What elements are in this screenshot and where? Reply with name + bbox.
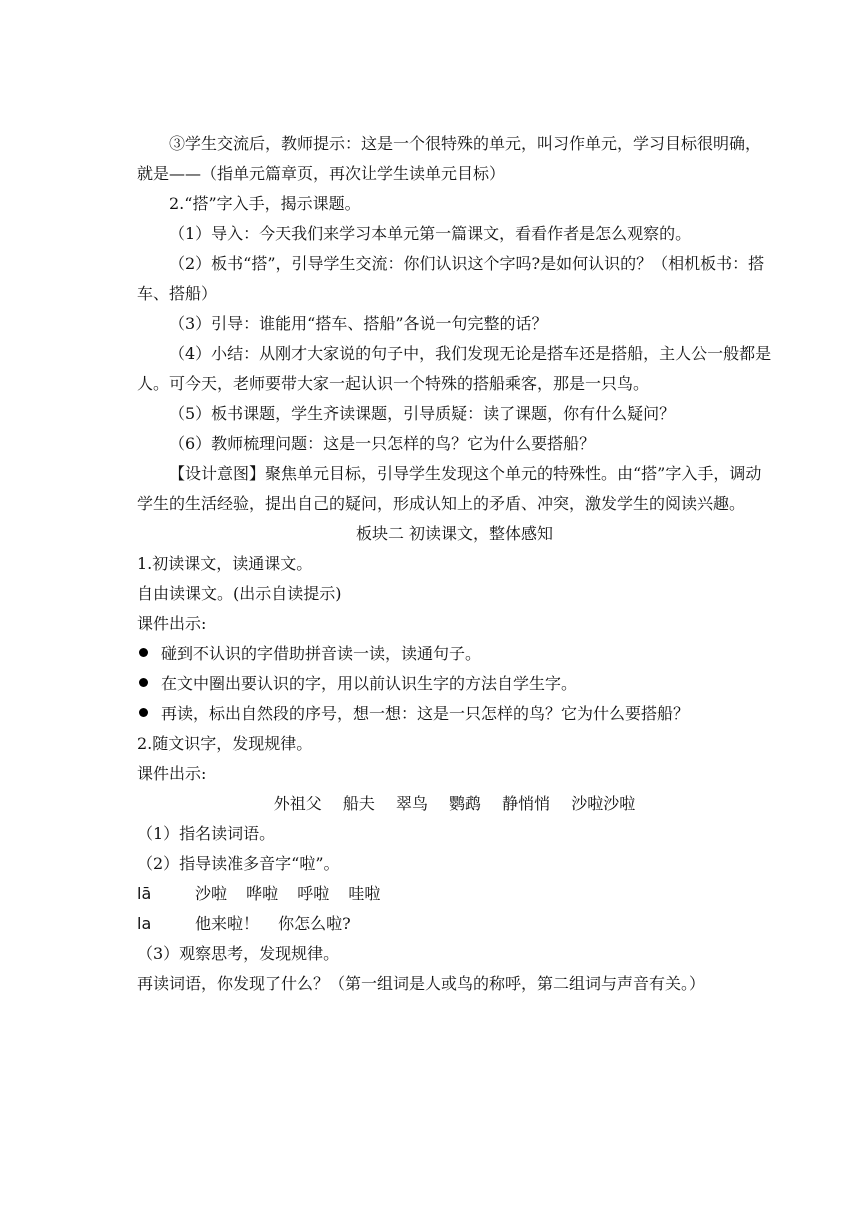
example-word: 哗啦	[246, 884, 279, 903]
bullet-item	[137, 639, 772, 669]
paragraph-summary: （4）小结：从刚才大家说的句子中，我们发现无论是搭车还是搭船，主人公一般都是人。可今天，老师要带大家一起认识一个特殊的搭船乘客，那是一只鸟。	[137, 344, 772, 393]
pronunciation-row-la1	[137, 879, 772, 909]
document-body	[137, 129, 772, 999]
paragraph-polyphone: （2）指导读准多音字“啦”。	[137, 854, 340, 873]
section-title: 板块二 初读课文，整体感知	[355, 524, 554, 543]
heading-step-2: 2.“搭”字入手，揭示课题。	[169, 194, 361, 213]
bullet-text: 碰到不认识的字借助拼音读一读，读通句子。	[161, 644, 482, 663]
example-word: 呼啦	[297, 884, 330, 903]
bullet-item	[137, 699, 772, 729]
pronunciation-words	[195, 909, 365, 939]
paragraph-sort-questions: （6）教师梳理问题：这是一只怎样的鸟？它为什么要搭船？	[169, 434, 596, 453]
vocab-word: 翠鸟	[395, 794, 428, 813]
vocabulary-list	[137, 789, 772, 819]
example-word: 沙啦	[195, 884, 228, 903]
pinyin-label: la	[137, 914, 152, 933]
bullet-icon	[137, 639, 161, 669]
example-word: 哇啦	[348, 884, 381, 903]
pronunciation-row-la0	[137, 909, 772, 939]
vocab-word: 鹦鹉	[449, 794, 482, 813]
paragraph-title-question: （5）板书课题，学生齐读课题，引导质疑：读了课题，你有什么疑问？	[169, 404, 676, 423]
paragraph-design-intent: 【设计意图】聚焦单元目标，引导学生发现这个单元的特殊性。由“搭”字入手，调动学生的生活经验，提出自己的疑问，形成认知上的矛盾、冲突，激发学生的阅读兴趣。	[137, 464, 762, 513]
bullet-text: 在文中圈出要认识的字，用以前认识生字的方法自学生字。	[161, 674, 578, 693]
heading-word-learning: 2.随文识字，发现规律。	[137, 734, 313, 753]
bullet-icon	[137, 699, 161, 729]
paragraph-observe: （3）观察思考，发现规律。	[137, 944, 340, 963]
paragraph-intro: （1）导入：今天我们来学习本单元第一篇课文，看看作者是怎么观察的。	[169, 224, 692, 243]
bullet-text: 再读，标出自然段的序号，想一想：这是一只怎样的鸟？它为什么要搭船？	[161, 704, 690, 723]
bullet-icon	[137, 669, 161, 699]
paragraph-free-reading: 自由读课文。(出示自读提示)	[137, 584, 342, 603]
pinyin-label: lā	[137, 884, 152, 903]
paragraph-guide: （3）引导：谁能用“搭车、搭船”各说一句完整的话？	[169, 314, 548, 333]
label-courseware-1: 课件出示:	[137, 614, 207, 633]
vocab-word: 沙啦沙啦	[571, 794, 636, 813]
vocab-word: 静悄悄	[502, 794, 551, 813]
paragraph-board-writing: （2）板书“搭”，引导学生交流：你们认识这个字吗?是如何认识的？（相机板书：搭车、搭船）	[137, 254, 765, 303]
pronunciation-words	[195, 879, 394, 909]
vocab-word: 船夫	[342, 794, 375, 813]
example-word: 他来啦！	[195, 914, 260, 933]
label-courseware-2: 课件出示:	[137, 764, 207, 783]
paragraph-read-words: （1）指名读词语。	[137, 824, 276, 843]
paragraph-reread: 再读词语，你发现了什么？（第一组词是人或鸟的称呼，第二组词与声音有关。）	[137, 974, 706, 993]
example-word: 你怎么啦?	[278, 914, 351, 933]
heading-first-reading: 1.初读课文，读通课文。	[137, 554, 313, 573]
bullet-item	[137, 669, 772, 699]
vocab-word: 外祖父	[273, 794, 322, 813]
paragraph-step-3: ③学生交流后，教师提示：这是一个很特殊的单元，叫习作单元，学习目标很明确，就是——（指单元篇章页，再次让学生读单元目标）	[137, 134, 762, 183]
